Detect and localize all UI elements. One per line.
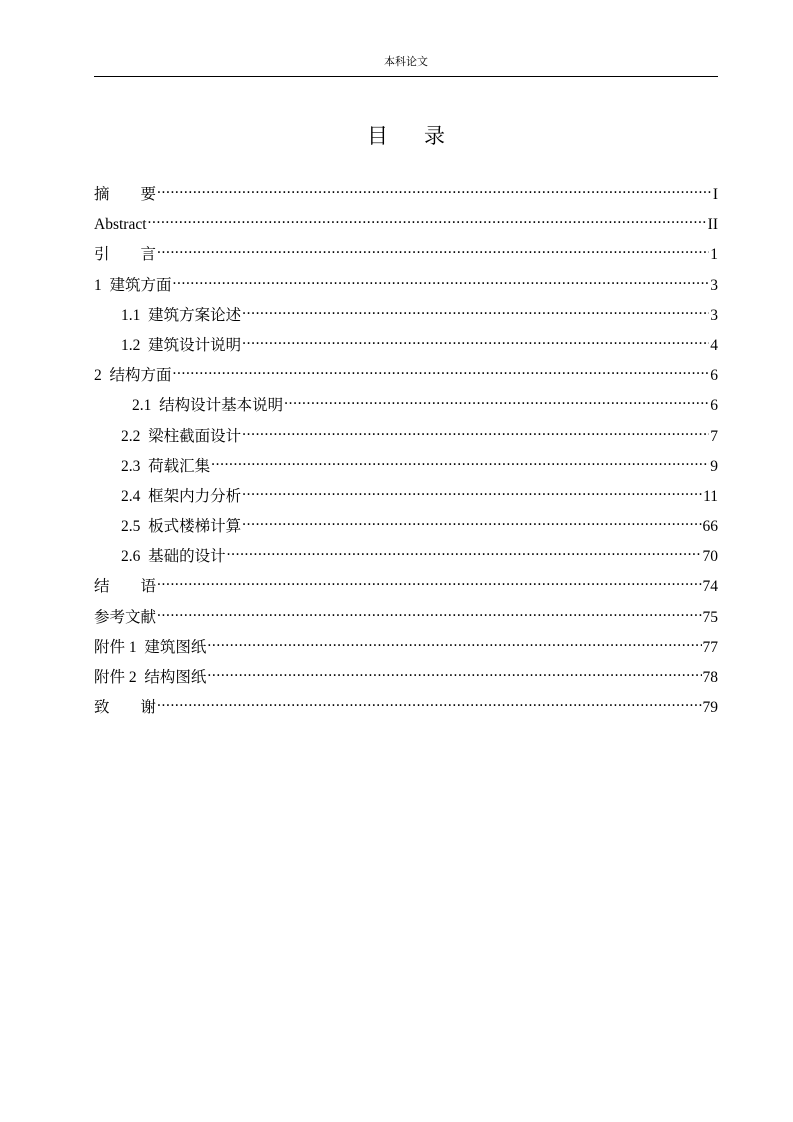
- toc-entry-abstract-cn[interactable]: [94, 179, 718, 209]
- toc-leader-dots: [242, 421, 709, 441]
- header-rule: [94, 76, 718, 77]
- toc-entry-label: 2.2 梁柱截面设计: [121, 427, 242, 445]
- toc-title-right: 录: [424, 124, 445, 148]
- toc-entry-appendix-1[interactable]: [94, 632, 718, 662]
- toc-entry-label: 2.4 框架内力分析: [121, 487, 242, 505]
- toc-leader-dots: [157, 571, 701, 591]
- toc-entry-label: 1 建筑方面: [94, 276, 172, 294]
- toc-entry-page: 79: [702, 699, 718, 717]
- toc-entry-page: 75: [702, 608, 718, 626]
- toc-entry-label: 2.1 结构设计基本说明: [132, 397, 284, 415]
- toc-entry-section-2-6[interactable]: [94, 541, 718, 571]
- toc-entry-page: 3: [710, 276, 718, 294]
- toc-entry-page: 66: [702, 518, 718, 536]
- toc-entry-label: 参考文献: [94, 608, 157, 626]
- toc-entry-page: 1: [710, 246, 718, 264]
- toc-entry-page: II: [707, 216, 718, 234]
- toc-entry-label: 附件 2 结构图纸: [94, 669, 207, 686]
- toc-entry-label: 2.3 荷载汇集: [121, 457, 211, 475]
- toc-title: [94, 122, 718, 150]
- toc-entry-page: 78: [702, 669, 718, 686]
- toc-entry-page: 6: [710, 397, 718, 415]
- toc-entry-label: Abstract: [94, 216, 147, 234]
- page-header: 本科论文: [384, 56, 428, 68]
- toc-leader-dots: [211, 451, 709, 471]
- toc-entry-label: 摘 要: [94, 186, 157, 203]
- toc-leader-dots: [227, 541, 702, 561]
- toc-entry-abstract-en[interactable]: [94, 209, 718, 239]
- toc-entry-section-2-2[interactable]: [94, 421, 718, 451]
- toc-entry-section-2-1[interactable]: [94, 390, 718, 420]
- toc-entry-chapter-2[interactable]: [94, 360, 718, 390]
- toc-leader-dots: [242, 511, 701, 531]
- toc-leader-dots: [242, 481, 702, 501]
- toc-entry-conclusion[interactable]: [94, 571, 718, 601]
- toc-leader-dots: [242, 330, 709, 350]
- toc-entry-label: 引 言: [94, 246, 157, 264]
- toc-leader-dots: [207, 662, 701, 682]
- toc-entry-label: 结 语: [94, 578, 157, 596]
- toc-leader-dots: [157, 692, 701, 712]
- toc-entry-page: 9: [710, 457, 718, 475]
- toc-entry-introduction[interactable]: [94, 239, 718, 269]
- toc-entry-section-1-1[interactable]: [94, 300, 718, 330]
- toc-leader-dots: [242, 300, 709, 320]
- toc-entry-page: I: [712, 186, 718, 203]
- toc-entry-label: 2.5 板式楼梯计算: [121, 518, 242, 536]
- toc-entry-section-2-4[interactable]: [94, 481, 718, 511]
- toc-leader-dots: [148, 209, 707, 229]
- toc-leader-dots: [157, 179, 712, 199]
- toc-entry-page: 6: [710, 367, 718, 385]
- toc-entry-page: 11: [703, 487, 718, 505]
- toc-entry-page: 3: [710, 306, 718, 324]
- toc-entry-page: 70: [702, 548, 718, 566]
- toc-leader-dots: [284, 390, 709, 410]
- toc-entry-page: 77: [702, 638, 718, 656]
- toc-entry-appendix-2[interactable]: [94, 662, 718, 692]
- toc-entry-label: 1.2 建筑设计说明: [121, 336, 242, 354]
- toc-entry-page: 74: [702, 578, 718, 596]
- toc-entry-references[interactable]: [94, 602, 718, 632]
- toc-entry-page: 4: [710, 336, 718, 354]
- toc-entry-label: 1.1 建筑方案论述: [121, 306, 242, 324]
- toc-entry-label: 致 谢: [94, 699, 157, 717]
- toc-entry-label: 2 结构方面: [94, 367, 172, 385]
- toc-entry-page: 7: [710, 427, 718, 445]
- toc-entry-section-2-3[interactable]: [94, 451, 718, 481]
- toc-entry-section-2-5[interactable]: [94, 511, 718, 541]
- toc-leader-dots: [173, 270, 710, 290]
- toc-leader-dots: [157, 239, 709, 259]
- toc-entry-label: 2.6 基础的设计: [121, 548, 226, 566]
- toc-entry-label: 附件 1 建筑图纸: [94, 638, 207, 656]
- toc-entry-chapter-1[interactable]: [94, 270, 718, 300]
- toc-entry-acknowledgements[interactable]: [94, 692, 718, 722]
- toc-entry-section-1-2[interactable]: [94, 330, 718, 360]
- toc-title-left: 目: [367, 124, 388, 148]
- toc-leader-dots: [207, 632, 701, 652]
- toc-leader-dots: [173, 360, 710, 380]
- table-of-contents: [94, 179, 718, 722]
- toc-leader-dots: [157, 602, 701, 622]
